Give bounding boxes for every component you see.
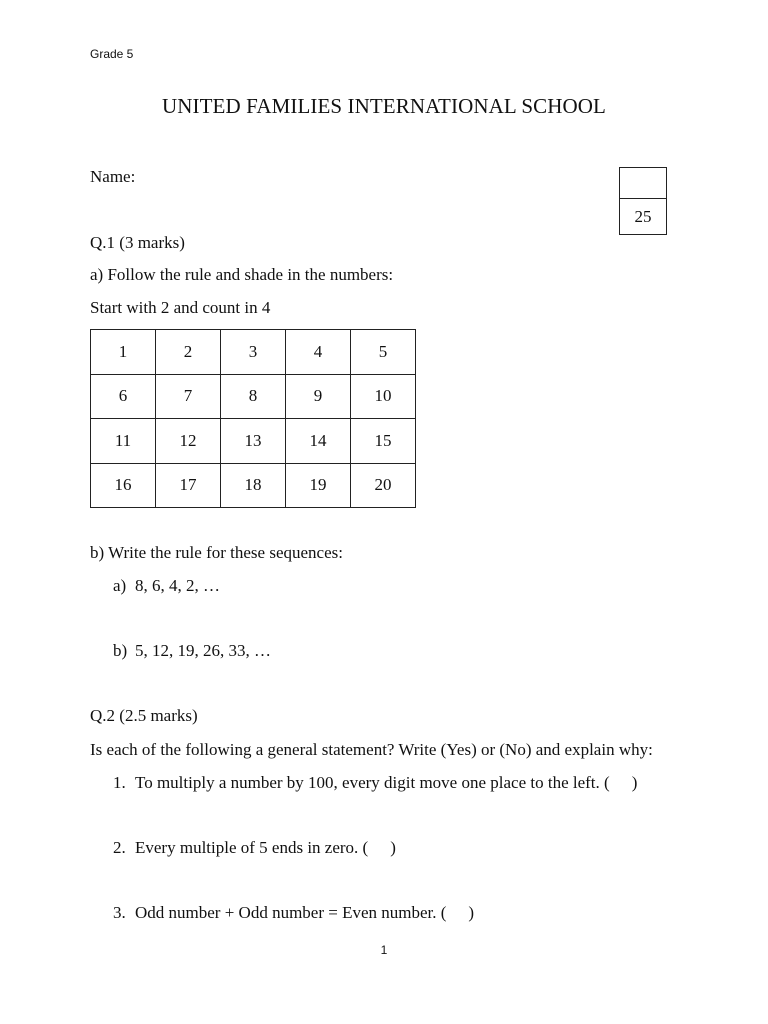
statement-close: ) <box>631 773 638 792</box>
q2-title: Q.2 (2.5 marks) <box>90 706 198 725</box>
sequence-item-a <box>113 576 220 596</box>
statement-marker: 3. <box>113 903 126 922</box>
sequence-marker: a) <box>113 576 127 595</box>
grid-row <box>91 374 416 419</box>
grid-cell[interactable]: 17 <box>156 463 221 508</box>
grid-cell[interactable]: 18 <box>221 463 286 508</box>
q1-part-a-instruction: a) Follow the rule and shade in the numbers: <box>90 265 394 284</box>
q1-part-b-instruction: b) Write the rule for these sequences: <box>90 543 343 562</box>
grid-cell[interactable]: 19 <box>286 463 351 508</box>
page-number: 1 <box>380 943 388 957</box>
grid-cell[interactable]: 12 <box>156 419 221 464</box>
grid-cell[interactable]: 15 <box>351 419 416 464</box>
q1-rule: Start with 2 and count in 4 <box>90 298 271 317</box>
grid-cell[interactable]: 2 <box>156 330 221 375</box>
grid-cell[interactable]: 10 <box>351 374 416 419</box>
sequence-item-b <box>113 641 271 661</box>
grid-cell[interactable]: 6 <box>91 374 156 419</box>
grid-row <box>91 463 416 508</box>
statement-text: Every multiple of 5 ends in zero. ( <box>135 838 369 857</box>
grid-cell[interactable]: 5 <box>351 330 416 375</box>
grid-cell[interactable]: 20 <box>351 463 416 508</box>
statement-item-3 <box>113 903 474 923</box>
grid-row <box>91 419 416 464</box>
statement-item-1 <box>113 773 637 793</box>
sequence-text: 8, 6, 4, 2, … <box>135 576 220 595</box>
statement-marker: 2. <box>113 838 126 857</box>
grid-cell[interactable]: 4 <box>286 330 351 375</box>
score-total: 25 <box>634 206 652 226</box>
grid-cell[interactable]: 16 <box>91 463 156 508</box>
name-label: Name: <box>90 167 136 186</box>
q1-title: Q.1 (3 marks) <box>90 233 185 252</box>
statement-close: ) <box>390 838 396 857</box>
statement-item-2 <box>113 838 396 858</box>
grid-cell[interactable]: 11 <box>91 419 156 464</box>
sequence-marker: b) <box>113 641 128 660</box>
school-title: UNITED FAMILIES INTERNATIONAL SCHOOL <box>162 94 606 118</box>
grid-cell[interactable]: 7 <box>156 374 221 419</box>
grid-cell[interactable]: 3 <box>221 330 286 375</box>
grid-cell[interactable]: 13 <box>221 419 286 464</box>
statement-close: ) <box>468 903 475 922</box>
grid-cell[interactable]: 9 <box>286 374 351 419</box>
grid-row <box>91 330 416 375</box>
statement-text: Odd number + Odd number = Even number. ( <box>135 903 447 922</box>
sequence-text: 5, 12, 19, 26, 33, … <box>135 641 271 660</box>
statement-marker: 1. <box>113 773 126 792</box>
score-obtained-field[interactable] <box>620 168 666 199</box>
number-grid <box>90 329 416 508</box>
grade-label: Grade 5 <box>90 47 134 61</box>
grid-cell[interactable]: 14 <box>286 419 351 464</box>
statement-text: To multiply a number by 100, every digit move one place to the left. ( <box>135 773 610 792</box>
grid-cell[interactable]: 1 <box>91 330 156 375</box>
grid-cell[interactable]: 8 <box>221 374 286 419</box>
score-box <box>619 167 667 235</box>
q2-instruction: Is each of the following a general statement? Write (Yes) or (No) and explain why: <box>90 740 653 759</box>
